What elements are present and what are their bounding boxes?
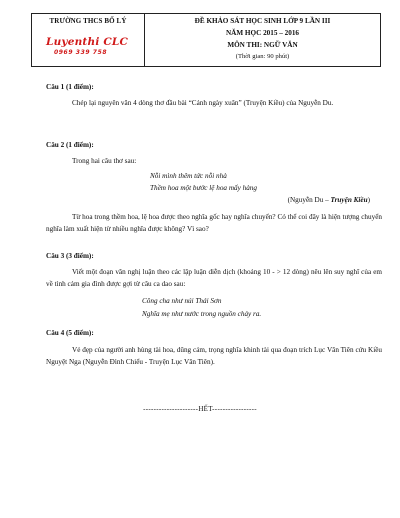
school-name: TRƯỜNG THCS BỐ LÝ: [49, 17, 127, 25]
q4-title: Câu 4 (5 điểm):: [46, 329, 94, 337]
q4-text: Vẻ đẹp của người anh hùng tài hoa, dũng cảm, trọng nghĩa khinh tài qua đoạn trích Lục Vân Tiên cứu Kiều Nguyệt Nga (Nguyễn Đình Chiểu - Truyện Lục Vân Tiên).: [46, 346, 382, 366]
end-marker: ---------------------HẾT-----------------: [143, 405, 257, 413]
logo-phone: 0969 339 758: [54, 49, 108, 56]
q2-source-prefix: (Nguyễn Du –: [287, 196, 331, 204]
q2-verse-1: Nỗi mình thêm tức nỗi nhà: [150, 172, 227, 180]
q1-title: Câu 1 (1 điểm):: [46, 83, 94, 91]
q2-verse-2: Thềm hoa một bước lệ hoa mấy hàng: [150, 184, 257, 192]
subject: MÔN THI: NGỮ VĂN: [227, 41, 298, 49]
brand-logo: [40, 34, 136, 62]
school-year: NĂM HỌC 2015 – 2016: [225, 29, 300, 37]
q2-text: Từ hoa trong thềm hoa, lệ hoa được theo nghĩa gốc hay nghĩa chuyển? Có thể coi đây là hiện tượng chuyển nghĩa làm xuất hiện từ nhiều nghĩa được không? Vì sao?: [46, 213, 382, 233]
q1-text: Chép lại nguyên văn 4 dòng thơ đầu bài “Cảnh ngày xuân” (Truyện Kiều) của Nguyễn Du.: [72, 99, 334, 107]
logo-text: Luyenthi CLC: [46, 36, 129, 48]
q2-source: [288, 196, 370, 204]
q3-text: Viết một đoạn văn nghị luận theo các lập luận diễn dịch (khoảng 10 - > 12 dòng) nêu lên suy nghĩ của em về tình cảm gia đình được gợi từ câu ca dao sau:: [46, 268, 382, 288]
q2-source-suffix: ): [367, 196, 370, 204]
q3-verse-1: Công cha như núi Thái Sơn: [142, 297, 222, 305]
q2-title: Câu 2 (1 điểm):: [46, 141, 94, 149]
exam-time: (Thời gian: 90 phút): [235, 53, 290, 60]
header-box: [31, 13, 381, 67]
q2-source-work: Truyện Kiều: [330, 196, 368, 204]
q3-verse-2: Nghĩa mẹ như nước trong nguồn chảy ra.: [142, 310, 262, 318]
header-right-cell: [145, 14, 380, 66]
q2-intro: Trong hai câu thơ sau:: [72, 157, 137, 165]
q3-title: Câu 3 (3 điểm):: [46, 252, 94, 260]
header-left-cell: [32, 14, 145, 66]
exam-title: ĐỀ KHẢO SÁT HỌC SINH LỚP 9 LẦN III: [194, 17, 331, 25]
